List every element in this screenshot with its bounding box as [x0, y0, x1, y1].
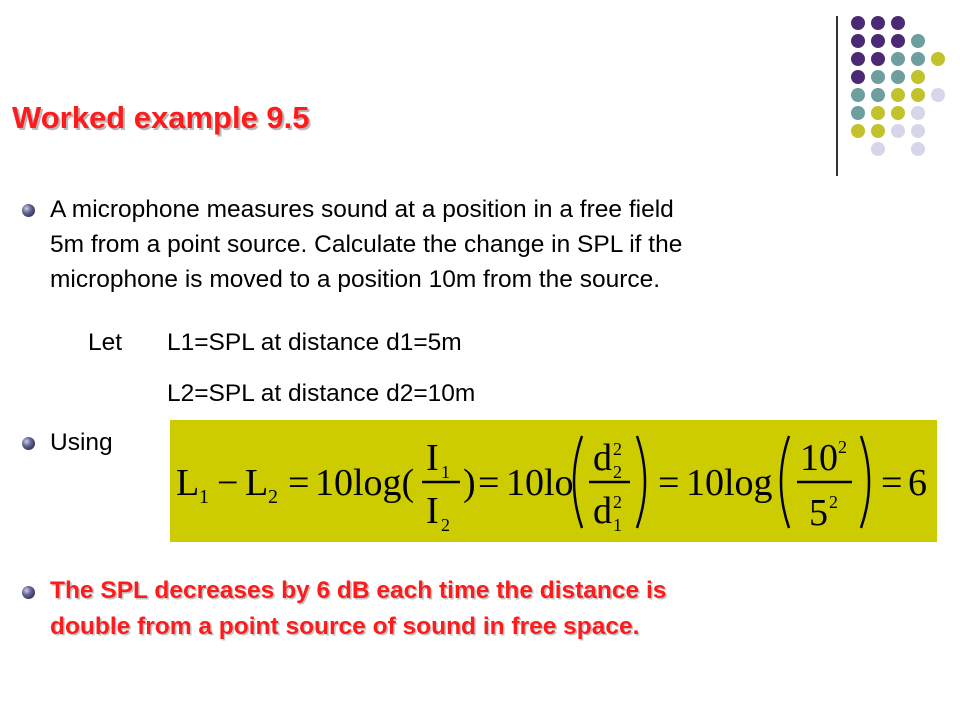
dot [911, 34, 925, 48]
decorative-dot-grid [0, 0, 960, 180]
bullet-icon [22, 586, 35, 599]
let-label: Let [88, 329, 123, 356]
formula-L2: L [245, 462, 269, 504]
dot [891, 124, 905, 138]
formula-d: d [593, 437, 612, 479]
dot [871, 34, 885, 48]
dot [851, 34, 865, 48]
definition-l2: L2=SPL at distance d2=10m [167, 380, 476, 407]
using-label: Using [50, 429, 113, 456]
spl-formula [170, 420, 937, 542]
formula-d: d [593, 490, 612, 532]
formula-sup: 2 [613, 439, 622, 459]
dot [891, 70, 905, 84]
dot [851, 70, 865, 84]
formula-minus: − [217, 462, 239, 504]
formula-10log-open: 10log( [315, 462, 415, 504]
formula-sub: 2 [441, 515, 450, 535]
dot [851, 16, 865, 30]
formula-equals: = [881, 462, 903, 504]
dot [851, 88, 865, 102]
dot [851, 52, 865, 66]
definition-l1: L1=SPL at distance d1=5m [167, 329, 462, 356]
problem-line: microphone is moved to a position 10m from the source. [50, 266, 661, 293]
dot [871, 124, 885, 138]
conclusion-line: The SPL decreases by 6 dB each time the distance is [50, 577, 667, 604]
formula-equals: = [478, 462, 500, 504]
dot [911, 70, 925, 84]
formula-ten: 10 [800, 437, 838, 479]
formula-10lo: 10lo [506, 462, 574, 504]
dot [871, 88, 885, 102]
left-paren [781, 436, 789, 528]
formula-equals: = [288, 462, 310, 504]
dot [871, 16, 885, 30]
formula-sub: 1 [199, 486, 209, 508]
left-paren [574, 436, 582, 528]
decorative-divider-line [836, 16, 838, 176]
formula-I: I [426, 437, 439, 479]
formula-sup: 2 [613, 492, 622, 512]
formula-10log: 10log [686, 462, 773, 504]
formula-graphic [170, 420, 937, 542]
dot [911, 88, 925, 102]
dot [911, 52, 925, 66]
formula-sup: 2 [829, 492, 838, 512]
right-paren [861, 436, 869, 528]
dot [931, 52, 945, 66]
dot [931, 88, 945, 102]
formula-I: I [426, 490, 439, 532]
dot [891, 88, 905, 102]
slide-title: Worked example 9.5 [12, 100, 310, 135]
formula-sub: 1 [441, 462, 450, 482]
formula-sub: 1 [613, 515, 622, 535]
conclusion-text [50, 573, 950, 645]
bullet-icon [22, 204, 35, 217]
dot [871, 142, 885, 156]
dot [851, 106, 865, 120]
dot [911, 124, 925, 138]
formula-equals: = [658, 462, 680, 504]
formula-L1: L [176, 462, 200, 504]
formula-close-paren: ) [463, 462, 476, 504]
dot [911, 106, 925, 120]
problem-line: 5m from a point source. Calculate the change in SPL if the [50, 231, 683, 258]
dot [851, 124, 865, 138]
dot [891, 34, 905, 48]
dot [871, 70, 885, 84]
formula-result: 6 [908, 462, 927, 504]
formula-sup: 2 [838, 437, 847, 457]
dot [871, 106, 885, 120]
right-paren [637, 436, 645, 528]
dot [891, 16, 905, 30]
formula-sub: 2 [268, 486, 278, 508]
formula-five: 5 [809, 492, 828, 534]
problem-statement [50, 192, 950, 297]
dot [871, 52, 885, 66]
problem-line: A microphone measures sound at a position in a free field [50, 196, 674, 223]
dot [891, 52, 905, 66]
dot [911, 142, 925, 156]
formula-sub: 2 [613, 462, 622, 482]
bullet-icon [22, 437, 35, 450]
conclusion-line: double from a point source of sound in free space. [50, 613, 640, 640]
dot [891, 106, 905, 120]
